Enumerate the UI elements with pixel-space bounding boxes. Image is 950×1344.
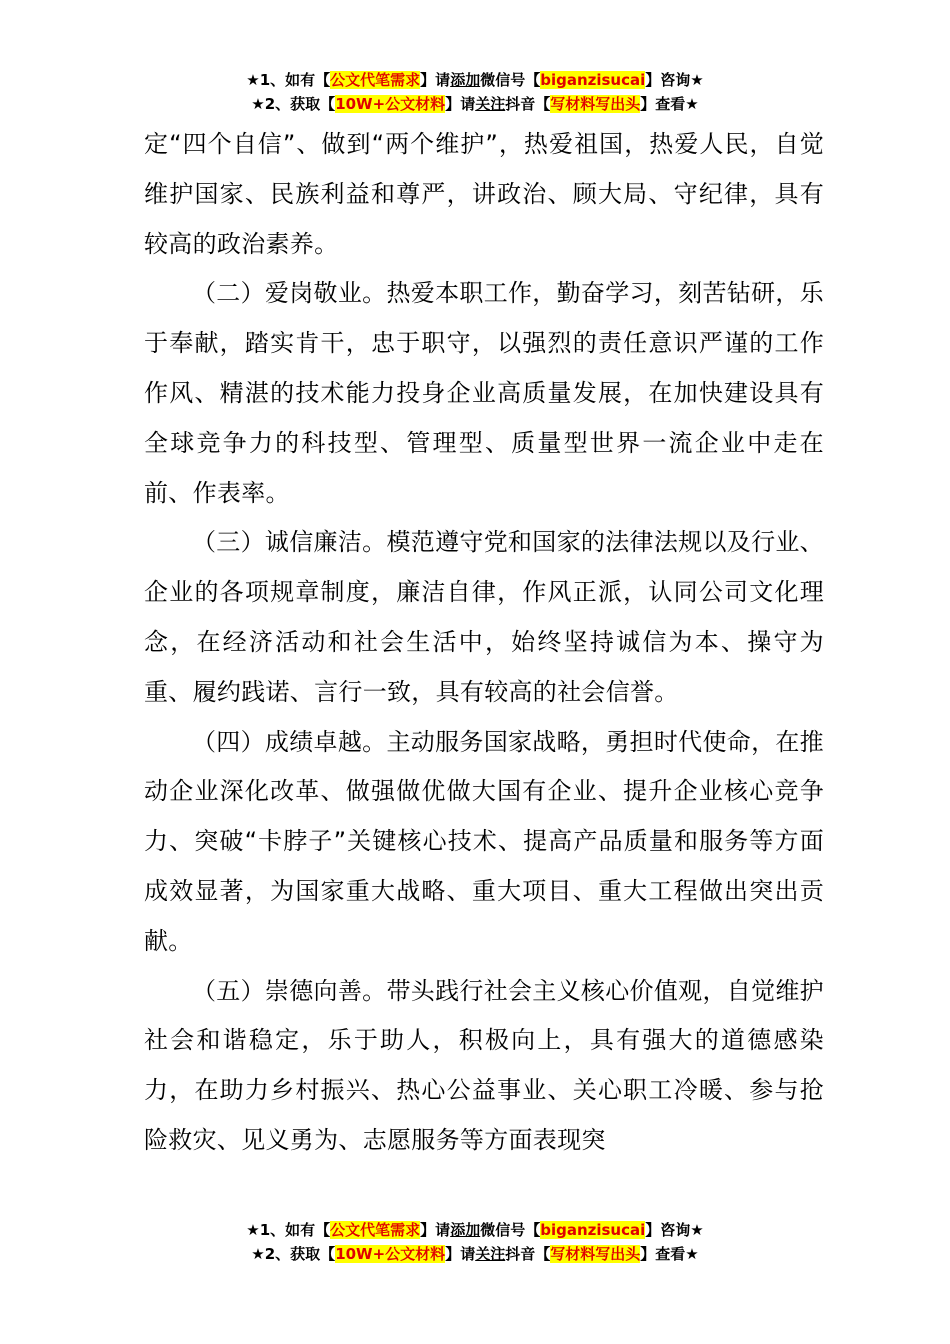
- banner-highlight: 写材料写出头: [550, 1245, 641, 1263]
- banner-line-1: ★1、如有【公文代笔需求】请添加微信号【biganzisucai】咨询★: [246, 1221, 704, 1239]
- banner-underline: 添加: [450, 71, 481, 89]
- banner-line-2: ★2、获取【10W+公文材料】请关注抖音【写材料写出头】查看★: [251, 95, 699, 113]
- paragraph-integrity: （三）诚信廉洁。模范遵守党和国家的法律法规以及行业、企业的各项规章制度，廉洁自律，作风正派，认同公司文化理念，在经济活动和社会生活中，始终坚持诚信为本、操守为重、履约践诺、言行一致，具有较高的社会信誉。: [144, 528, 824, 706]
- header-banner: [0, 68, 950, 116]
- banner-highlight: biganzisucai: [540, 71, 646, 89]
- banner-highlight: biganzisucai: [540, 1221, 646, 1239]
- paragraph-virtue: （五）崇德向善。带头践行社会主义核心价值观，自觉维护社会和谐稳定，乐于助人，积极向上，具有强大的道德感染力，在助力乡村振兴、热心公益事业、关心职工冷暖、参与抢险救灾、见义勇为、志愿服务等方面表现突: [144, 976, 824, 1154]
- footer-banner: [0, 1218, 950, 1266]
- document-body: [144, 120, 824, 1166]
- banner-underline: 关注: [475, 1245, 506, 1263]
- banner-highlight: 10W+公文材料: [335, 95, 446, 113]
- paragraph-continuation: 定“四个自信”、做到“两个维护”，热爱祖国，热爱人民，自觉维护国家、民族利益和尊严，讲政治、顾大局、守纪律，具有较高的政治素养。: [144, 130, 824, 258]
- banner-highlight: 10W+公文材料: [335, 1245, 446, 1263]
- banner-line-2: ★2、获取【10W+公文材料】请关注抖音【写材料写出头】查看★: [251, 1245, 699, 1263]
- paragraph-achievement: （四）成绩卓越。主动服务国家战略，勇担时代使命，在推动企业深化改革、做强做优做大国有企业、提升企业核心竞争力、突破“卡脖子”关键核心技术、提高产品质量和服务等方面成效显著，为国家重大战略、重大项目、重大工程做出突出贡献。: [144, 727, 824, 955]
- banner-highlight: 写材料写出头: [550, 95, 641, 113]
- banner-highlight: 公文代笔需求: [330, 1221, 421, 1239]
- banner-highlight: 公文代笔需求: [330, 71, 421, 89]
- paragraph-dedication: （二）爱岗敬业。热爱本职工作，勤奋学习，刻苦钻研，乐于奉献，踏实肯干，忠于职守，以强烈的责任意识严谨的工作作风、精湛的技术能力投身企业高质量发展，在加快建设具有全球竞争力的科技型、管理型、质量型世界一流企业中走在前、作表率。: [144, 279, 824, 507]
- banner-line-1: ★1、如有【公文代笔需求】请添加微信号【biganzisucai】咨询★: [246, 71, 704, 89]
- banner-underline: 关注: [475, 95, 506, 113]
- banner-underline: 添加: [450, 1221, 481, 1239]
